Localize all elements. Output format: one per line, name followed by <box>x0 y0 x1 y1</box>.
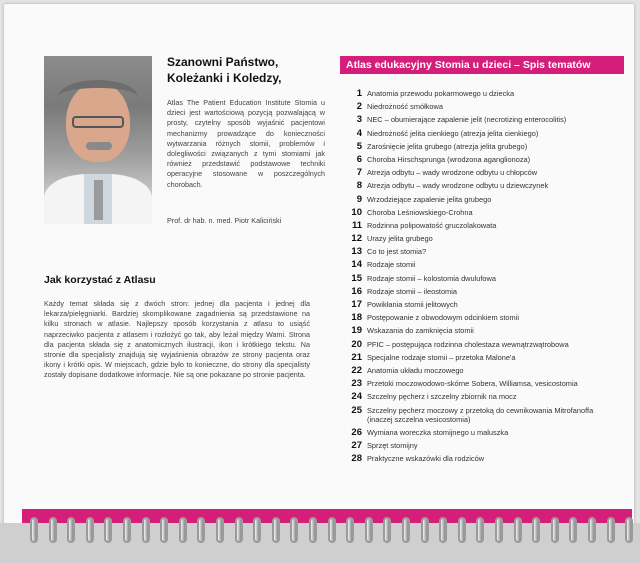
toc-item-text <box>367 141 527 151</box>
greeting <box>167 54 281 86</box>
toc-item-number: 14 <box>351 259 362 271</box>
toc-item-text-line: Postępowanie z obwodowym odcinkiem stomii <box>367 313 519 323</box>
atlas-page <box>4 4 634 532</box>
toc-item-text-line: Wskazania do zamknięcia stomii <box>367 326 474 336</box>
spiral-ring <box>142 517 150 543</box>
toc-item-number: 13 <box>351 246 362 258</box>
spiral-ring <box>346 517 354 543</box>
toc-item-text <box>367 259 415 269</box>
toc-title: Atlas edukacyjny Stomia u dzieci – Spis tematów <box>340 56 624 74</box>
toc-item-number: 27 <box>351 439 362 451</box>
toc-item <box>344 325 624 338</box>
toc-item-text <box>367 453 484 463</box>
author-photo <box>44 56 152 224</box>
toc-item-number: 9 <box>356 193 362 205</box>
spiral-ring <box>67 517 75 543</box>
toc-item <box>344 405 624 427</box>
toc-item <box>344 453 624 466</box>
spiral-ring <box>328 517 336 543</box>
toc-item-text-line: Zarośnięcie jelita grubego (atrezja jelita grubego) <box>367 141 528 151</box>
toc-item <box>344 312 624 325</box>
spiral-ring <box>569 517 577 543</box>
spiral-ring <box>290 517 298 543</box>
photo-glasses <box>72 116 124 128</box>
toc-item-number: 19 <box>351 325 362 337</box>
toc-item <box>344 427 624 440</box>
toc-item <box>344 299 624 312</box>
toc-item-text <box>367 273 496 283</box>
toc-item-text <box>367 378 578 388</box>
spiral-ring <box>197 517 205 543</box>
toc-item-text-line: Rodzinna polipowatość gruczolakowata <box>367 220 497 230</box>
spiral-ring <box>309 517 317 543</box>
spiral-ring <box>458 517 466 543</box>
toc-item-text <box>367 246 426 256</box>
toc-item-text <box>367 220 496 230</box>
toc-item-text-line: Rodzaje stomii – kolostomia dwulufowa <box>367 273 496 283</box>
toc-item-number: 21 <box>351 351 362 363</box>
toc-item <box>344 220 624 233</box>
toc-item-number: 11 <box>351 219 362 231</box>
toc-item-text <box>367 312 519 322</box>
toc-item <box>344 365 624 378</box>
toc-item-number: 6 <box>356 153 362 165</box>
photo-tie <box>94 180 103 220</box>
toc-item-number: 8 <box>356 180 362 192</box>
toc-item-number: 12 <box>351 233 362 245</box>
toc-item-text-line: Atrezja odbytu – wady wrodzone odbytu u chłopców <box>367 168 538 178</box>
photo-moustache <box>86 142 112 150</box>
toc-item-text-line: Anatomia układu moczowego <box>367 365 464 375</box>
toc-item-text-line: Przetoki moczowodowo-skórne Sobera, Williamsa, vesicostomia <box>367 379 578 389</box>
spiral-ring <box>532 517 540 543</box>
toc-item-number: 1 <box>356 88 362 99</box>
signature: Prof. dr hab. n. med. Piotr Kaliciński <box>167 216 282 225</box>
toc-item-text-line: Wymiana woreczka stomijnego u maluszka <box>367 427 509 437</box>
toc-item-number: 7 <box>356 167 362 179</box>
toc-item-text <box>367 405 593 424</box>
toc-item <box>344 233 624 246</box>
toc-item <box>344 352 624 365</box>
toc-item-text <box>367 154 530 164</box>
toc-item-text-line: Niedrożność jelita cienkiego (atrezja jelita cienkiego) <box>367 128 539 138</box>
spiral-ring <box>365 517 373 543</box>
greeting-line-1: Szanowni Państwo, <box>167 55 279 69</box>
toc-item-text <box>367 427 508 437</box>
toc-item <box>344 286 624 299</box>
toc-item-number: 22 <box>351 364 362 376</box>
spiral-ring <box>123 517 131 543</box>
spiral-ring <box>104 517 112 543</box>
spiral-ring <box>588 517 596 543</box>
spiral-ring <box>402 517 410 543</box>
toc-item <box>344 180 624 193</box>
spiral-ring <box>625 517 633 543</box>
toc-item-text <box>367 88 514 98</box>
toc-item <box>344 207 624 220</box>
toc-item-text-line: Choroba Hirschsprunga (wrodzona aganglionoza) <box>367 154 531 164</box>
toc-item <box>344 391 624 404</box>
toc-item-text <box>367 167 537 177</box>
spiral-ring <box>514 517 522 543</box>
spiral-ring <box>439 517 447 543</box>
toc-item-text-line: Szczelny pęcherz moczowy z przetoką do cewnikowania Mitrofanoffa <box>367 405 594 415</box>
toc-item-text <box>367 207 473 217</box>
toc-item-text-line: Atrezja odbytu – wady wrodzone odbytu u dziewczynek <box>367 181 549 191</box>
how-to-use-body: Każdy temat składa się z dwóch stron: jednej dla pacjenta i jednej dla lekarza/pielęgniarki. Bardziej skomplikowane zagadnienia są przedstawione na kilku stronach w atlasie. Najlepszy sposób korzystania z atlasu to usiąść naprzeciwko pacjenta z atlasem i rozłożyć go tak, aby leżał między Wami. Strona dla pacjenta składa się z anatomicznych ilustracji, ikon i krótkiego tekstu. Na stronie dla specjalisty znajdują się wyjaśnienia obrazów ze strony pacjenta oraz ikony i krótki opis. W miejscach, gdzie było to konieczne, do strony dla specjalisty zostały dopisane dodatkowe informacje. Nie są one pokazane po stronie pacjenta. <box>44 299 310 380</box>
intro-text: Atlas The Patient Education Institute Stomia u dzieci jest wartościową pozycją pozwalającą w prosty, czytelny sposób wyjaśnić pacjentowi mechanizmy prowadzące do konieczności wytwarzania różnych stomii, problemów i dolegliwości związanych z tymi stomiami jak również przedstawić podstawowe techniki operacyjne stosowane w poszczególnych chorobach. <box>167 98 325 189</box>
toc-item <box>344 378 624 391</box>
toc-item-text <box>367 325 474 335</box>
spiral-ring <box>476 517 484 543</box>
toc-item <box>344 194 624 207</box>
spiral-spine <box>0 523 640 563</box>
toc-item-text-line: Co to jest stomia? <box>367 247 427 257</box>
toc-item-number: 15 <box>351 272 362 284</box>
spiral-ring <box>160 517 168 543</box>
spiral-ring <box>49 517 57 543</box>
toc-item-number: 16 <box>351 285 362 297</box>
toc-item-text <box>367 194 491 204</box>
spiral-ring <box>272 517 280 543</box>
spiral-ring <box>86 517 94 543</box>
toc-list <box>344 88 624 466</box>
toc-item-text-line: Sprzęt stomijny <box>367 440 418 450</box>
toc-item-number: 3 <box>356 114 362 126</box>
toc-item <box>344 167 624 180</box>
toc-item <box>344 128 624 141</box>
toc-item <box>344 141 624 154</box>
spiral-ring <box>216 517 224 543</box>
toc-item-number: 20 <box>351 338 362 350</box>
toc-item-text-line: Choroba Leśniowskiego-Crohna <box>367 207 473 217</box>
toc-item-number: 17 <box>351 299 362 310</box>
toc-item-number: 28 <box>351 452 362 464</box>
toc-item-text <box>367 352 515 362</box>
spiral-ring <box>235 517 243 543</box>
toc-item-text-line: Anatomia przewodu pokarmowego u dziecka <box>367 89 515 98</box>
spiral-ring <box>179 517 187 543</box>
toc-item <box>344 101 624 114</box>
spiral-ring <box>421 517 429 543</box>
toc-item-number: 10 <box>351 206 362 218</box>
toc-item-text <box>367 101 443 111</box>
toc-item-text-line: Rodzaje stomii – ileostomia <box>367 286 457 296</box>
greeting-line-2: Koleżanki i Koledzy, <box>167 71 282 85</box>
toc-item-text <box>367 299 458 309</box>
toc-item-text-line: Szczelny pęcherz i szczelny zbiornik na mocz <box>367 392 517 402</box>
toc-item-text <box>367 365 464 375</box>
toc-item <box>344 88 624 101</box>
toc-item-text-line: Urazy jelita grubego <box>367 234 433 244</box>
toc-item-text <box>367 233 433 243</box>
toc-item <box>344 339 624 352</box>
toc-item-text <box>367 114 566 124</box>
toc-item <box>344 154 624 167</box>
toc-item-text <box>367 128 538 138</box>
toc-item-number: 18 <box>351 312 362 324</box>
toc-item-number: 23 <box>351 378 362 390</box>
spiral-ring <box>253 517 261 543</box>
spiral-ring <box>607 517 615 543</box>
toc-item-number: 26 <box>351 426 362 438</box>
binding-accent-bar <box>22 509 632 523</box>
toc-item-text-line: (inaczej szczelna vesicostomia) <box>367 414 471 424</box>
toc-item-number: 2 <box>356 101 362 113</box>
toc-item-text-line: Wrzodziejące zapalenie jelita grubego <box>367 194 492 204</box>
toc-item-number: 24 <box>351 391 362 403</box>
toc-item-text-line: NEC – obumierające zapalenie jelit (necrotizing enterocolitis) <box>367 115 567 125</box>
spiral-ring <box>30 517 38 543</box>
toc-item-text-line: Niedrożność smółkowa <box>367 102 443 112</box>
photo-hair <box>58 80 138 114</box>
spiral-ring <box>495 517 503 543</box>
toc-item-text <box>367 339 569 349</box>
toc-item <box>344 246 624 259</box>
toc-item-text-line: Specjalne rodzaje stomii – przetoka Malone'a <box>367 352 516 362</box>
toc-item <box>344 273 624 286</box>
toc-item-text <box>367 180 548 190</box>
toc-item-text <box>367 286 457 296</box>
toc-item-number: 5 <box>356 140 362 152</box>
toc-item-text-line: Rodzaje stomii <box>367 260 416 270</box>
toc-item <box>344 114 624 127</box>
spiral-ring <box>383 517 391 543</box>
toc-item-text-line: PFIC – postępująca rodzinna cholestaza wewnątrzwątrobowa <box>367 339 569 349</box>
toc-item <box>344 259 624 272</box>
toc-item-text <box>367 440 418 450</box>
toc-item-text-line: Praktyczne wskazówki dla rodziców <box>367 453 485 463</box>
toc-item <box>344 440 624 453</box>
how-to-use-title: Jak korzystać z Atlasu <box>44 274 156 286</box>
toc-item-text-line: Powikłania stomii jelitowych <box>367 300 458 309</box>
spiral-ring <box>551 517 559 543</box>
toc-item-number: 4 <box>356 127 362 139</box>
toc-item-number: 25 <box>351 404 362 416</box>
toc-item-text <box>367 391 517 401</box>
